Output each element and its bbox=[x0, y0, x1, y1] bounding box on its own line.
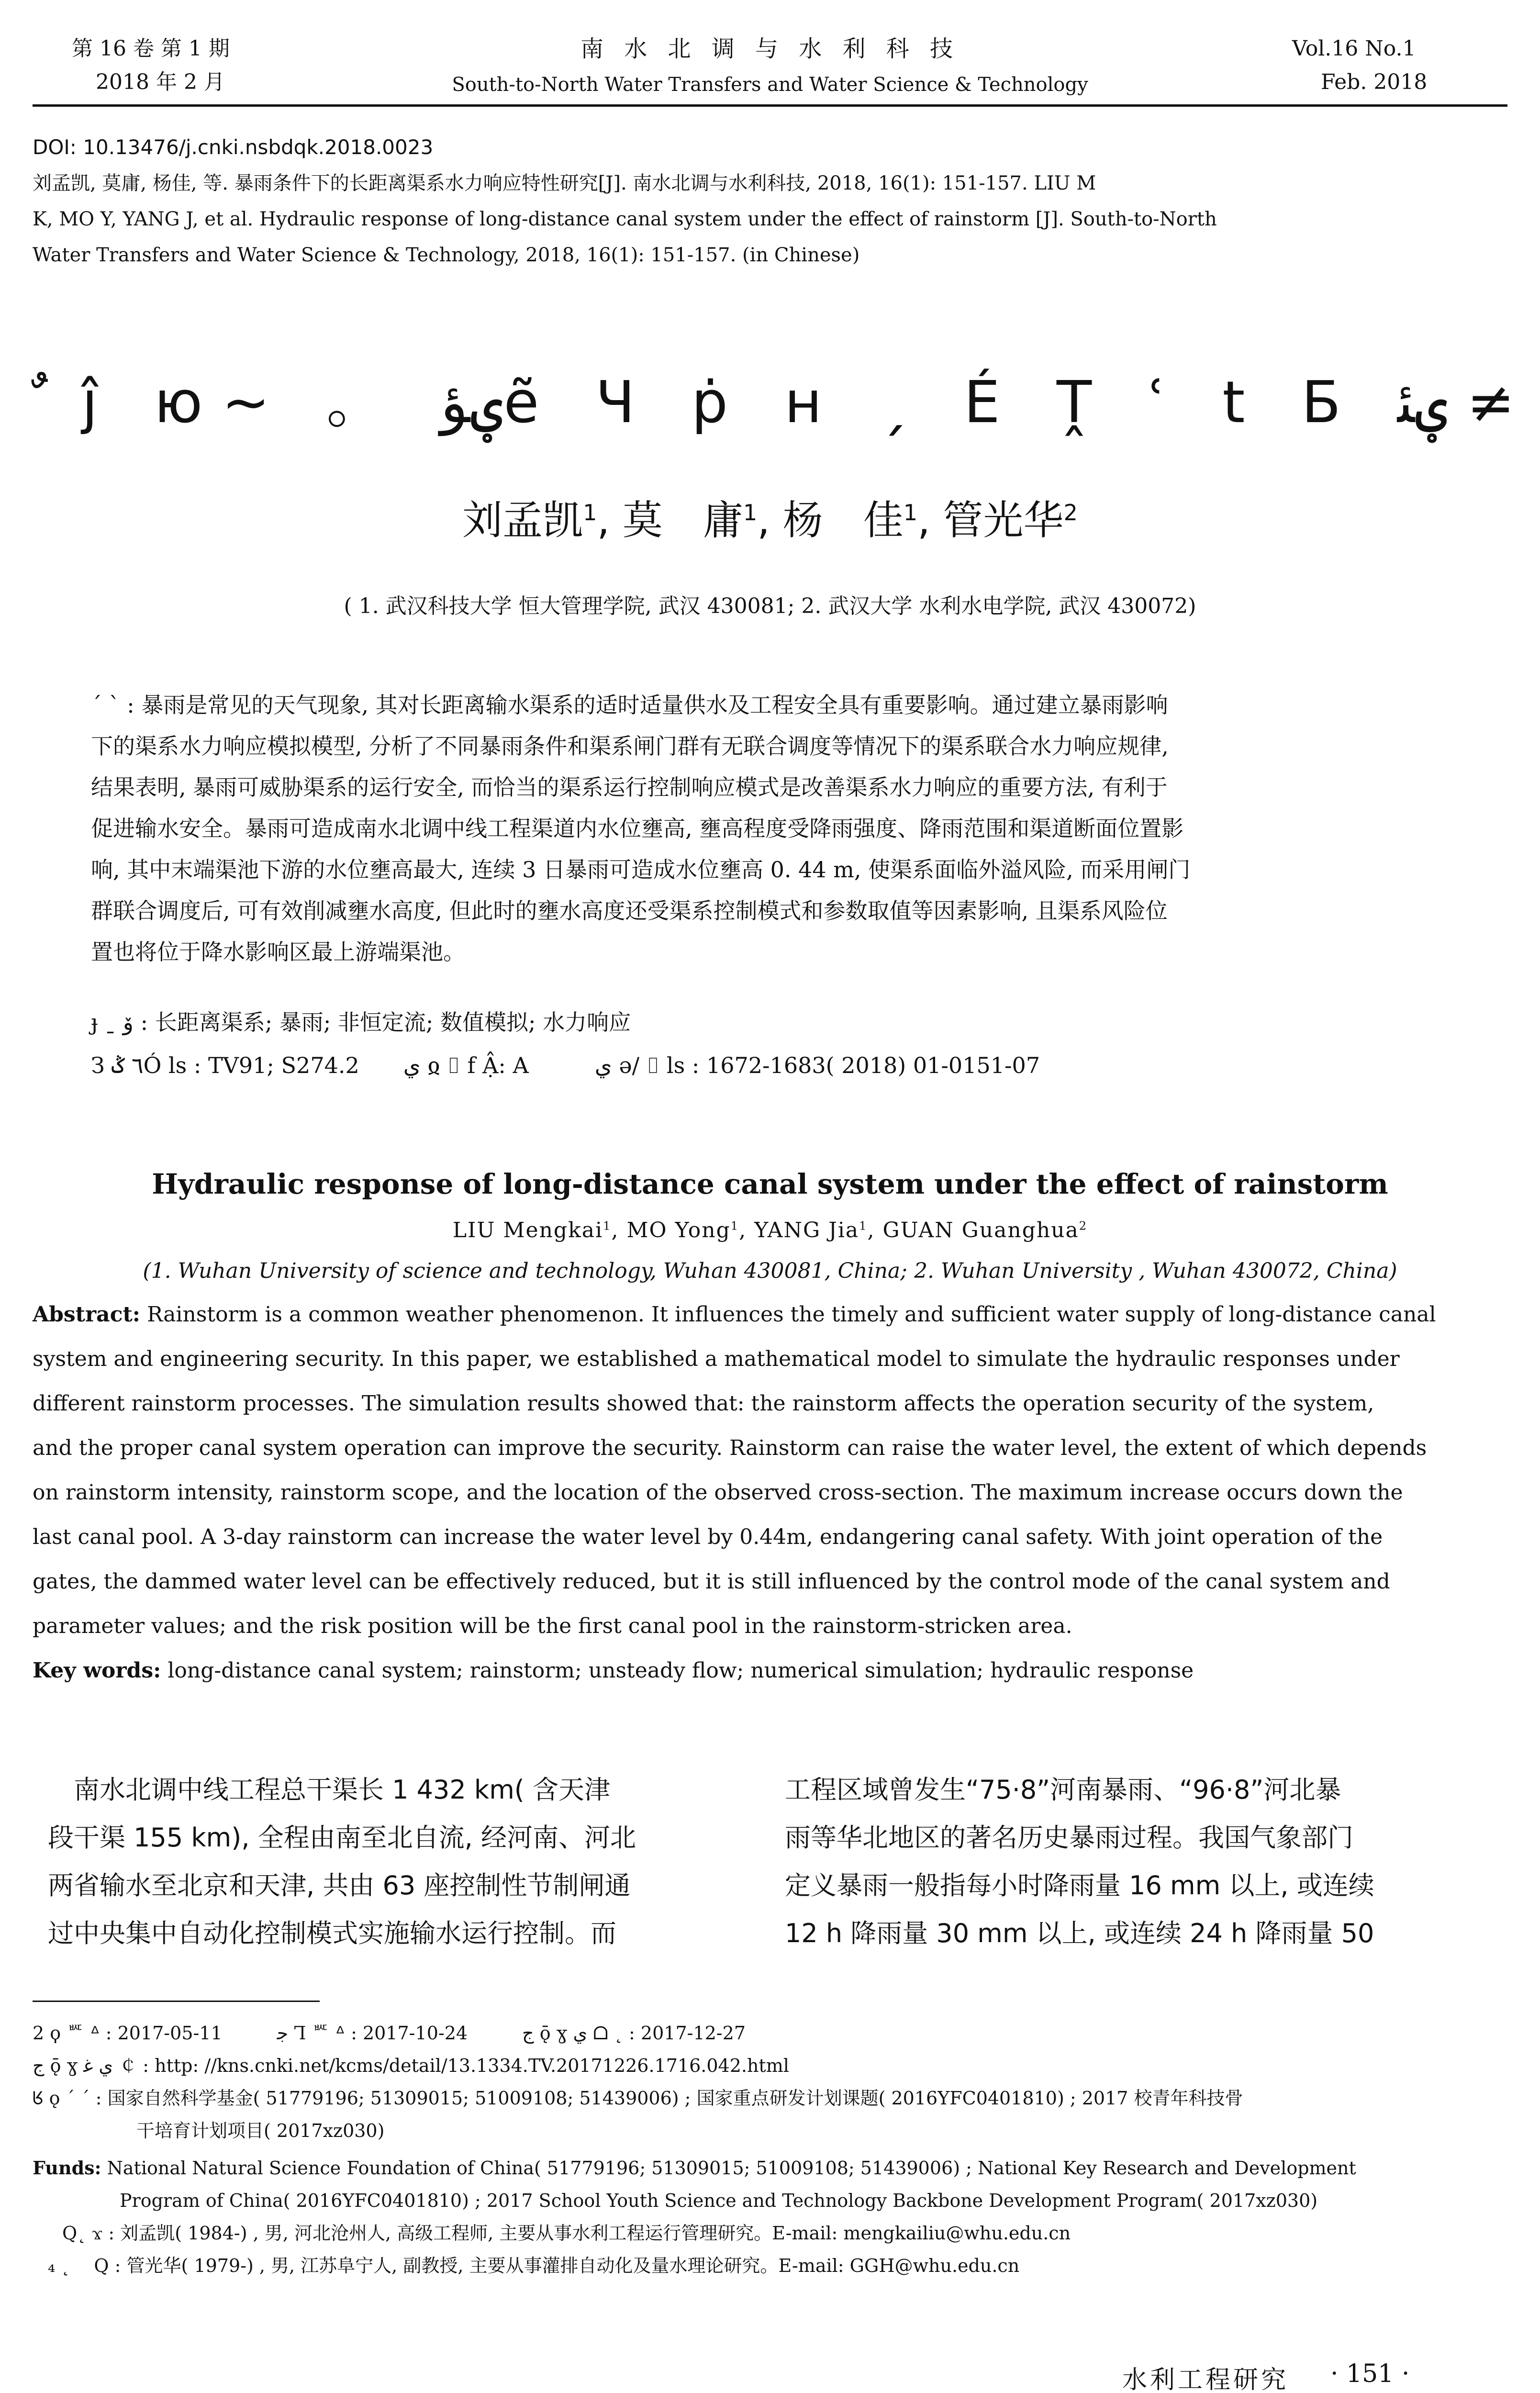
affiliation-en: (1. Wuhan University of science and technology, Wuhan 430081, China; 2. Wuhan University , Wuhan 430072, China) bbox=[143, 1259, 1397, 1283]
author-en-1: LIU Mengkai bbox=[452, 1218, 603, 1242]
body-right-line: 工程区域曾发生“75·8”河南暴雨、“96·8”河北暴 bbox=[785, 1775, 1341, 1805]
header-volume-en: Vol.16 No.1 bbox=[1292, 36, 1416, 61]
footnote-funds-label: Funds: bbox=[33, 2157, 101, 2179]
author-cn-1-affil: 1 bbox=[583, 500, 597, 526]
footnote-fund-cn-cont: 干培育计划项目( 2017xz030) bbox=[136, 2120, 385, 2141]
classification-cn: З ٦ ݣÓ ls : TV91; S274.2 ي ჲ ⌷ f Ậ: A ي ǝ/ ⌷ ls : 1672-1683( 2018) 01-0151-07 bbox=[91, 1052, 1040, 1078]
footnote-funds-text: National Natural Science Foundation of China( 51779196; 51309015; 51009108; 51439006) ; National Key Research and Development bbox=[107, 2158, 1356, 2179]
body-left-line: 南水北调中线工程总干渠长 1 432 km( 含天津 bbox=[48, 1775, 611, 1805]
header-journal-cn: 南 水 北 调 与 水 利 科 技 bbox=[580, 35, 960, 62]
abstract-en-line: and the proper canal system operation can improve the security. Rainstorm can raise the water level, the extent of which depends bbox=[33, 1436, 1427, 1460]
author-cn-3: 杨 佳 bbox=[782, 497, 904, 544]
body-left-line: 过中央集中自动化控制模式实施输水运行控制。而 bbox=[48, 1918, 616, 1948]
author-en-3-affil: 1 bbox=[859, 1219, 868, 1233]
footnote-url: ج ǭ ɣ ي ﻏ ￠ : http: //kns.cnki.net/kcms/detail/13.1334.TV.20171226.1716.042.html bbox=[33, 2055, 789, 2076]
abstract-cn bbox=[91, 684, 1431, 973]
footnote-rule bbox=[33, 2001, 320, 2002]
header-volume-cn: 第 16 卷 第 1 期 bbox=[72, 36, 230, 61]
footnote-dates: 2 ϙ ᄣ ᐞ : 2017-05-11 ﺟ Ꞁ ᄣ ᐞ : 2017-10-24 ج ǭ ɣ ي ᗝ ˛ : 2017-12-27 bbox=[33, 2023, 746, 2044]
abstract-cn-line: 结果表明, 暴雨可威胁渠系的运行安全, 而恰当的渠系运行控制响应模式是改善渠系水力响应的重要方法, 有利于 bbox=[91, 774, 1168, 800]
header-rule bbox=[33, 104, 1507, 107]
footer-section-title: 水利工程研究 bbox=[1122, 2366, 1289, 2393]
author-en-2-affil: 1 bbox=[730, 1219, 739, 1233]
abstract-cn-line: 下的渠系水力响应模拟模型, 分析了不同暴雨条件和渠系闸门群有无联合调度等情况下的渠系联合水力响应规律, bbox=[91, 733, 1169, 759]
header-date-cn: 2018 年 2 月 bbox=[96, 70, 225, 94]
author-en-3: YANG Jia bbox=[754, 1218, 859, 1242]
keywords-cn: ɟ ˍ ۆ : 长距离渠系; 暴雨; 非恒定流; 数值模拟; 水力响应 bbox=[91, 1009, 631, 1035]
author-en-4: GUAN Guanghua bbox=[882, 1218, 1079, 1242]
author-cn-3-affil: 1 bbox=[903, 500, 918, 526]
page-number: · 151 · bbox=[1330, 2359, 1410, 2388]
citation-line-1: 刘孟凯, 莫庸, 杨佳, 等. 暴雨条件下的长距离渠系水力响应特性研究[J]. 南水北调与水利科技, 2018, 16(1): 151-157. LIU M bbox=[33, 172, 1096, 194]
header-journal-en: South-to-North Water Transfers and Water Science & Technology bbox=[452, 74, 1088, 96]
abstract-en-line: on rainstorm intensity, rainstorm scope, and the location of the observed cross-section. The maximum increase occurs down the bbox=[33, 1480, 1403, 1505]
body-left-line: 段干渠 155 km), 全程由南至北自流, 经河南、河北 bbox=[48, 1823, 636, 1853]
footnote-author-2: ₄ ˛ Q : 管光华( 1979-) , 男, 江苏阜宁人, 副教授, 主要从事灌排自动化及量水理论研究。E-mail: GGH@whu.edu.cn bbox=[48, 2255, 1020, 2276]
author-cn-4-affil: 2 bbox=[1063, 500, 1078, 526]
abstract-en-line: gates, the dammed water level can be effectively reduced, but it is still influenced by the control mode of the canal system and bbox=[33, 1569, 1390, 1594]
citation-line-3: Water Transfers and Water Science & Technology, 2018, 16(1): 151-157. (in Chinese) bbox=[33, 244, 860, 266]
authors-cn: 刘孟凯$^1$, 莫 庸$^1$, 杨 佳$^1$, 管光华$^2$ bbox=[462, 497, 1078, 544]
abstract-cn-line: 促进输水安全。暴雨可造成南水北调中线工程渠道内水位壅高, 壅高程度受降雨强度、降雨范围和渠道断面位置影 bbox=[91, 816, 1184, 841]
author-cn-1: 刘孟凯 bbox=[462, 497, 583, 544]
footnote-fund-cn: ᖉ ǫ ˊ ˊ : 国家自然科学基金( 51779196; 51309015; 51009108; 51439006) ; 国家重点研发计划课题( 2016YFC0401810) ; 2017 校青年科技骨 bbox=[33, 2088, 1243, 2109]
body-column-left bbox=[48, 1766, 737, 1957]
body-right-line: 定义暴雨一般指每小时降雨量 16 mm 以上, 或连续 bbox=[785, 1870, 1374, 1901]
abstract-en-text: Rainstorm is a common weather phenomenon. It influences the timely and sufficient water supply of long-distance canal bbox=[147, 1302, 1436, 1327]
abstract-en-line: system and engineering security. In this paper, we established a mathematical model to simulate the hydraulic responses under bbox=[33, 1347, 1400, 1371]
abstract-en-line: parameter values; and the risk position will be the first canal pool in the rainstorm-stricken area. bbox=[33, 1614, 1072, 1638]
abstract-cn-line: 置也将位于降水影响区最上游端渠池。 bbox=[91, 939, 465, 965]
body-right-line: 雨等华北地区的著名历史暴雨过程。我国气象部门 bbox=[785, 1823, 1353, 1853]
abstract-en-label: Abstract: bbox=[33, 1302, 141, 1327]
abstract-cn-line: 群联合调度后, 可有效削减壅水高度, 但此时的壅水高度还受渠系控制模式和参数取值等因素影响, 且渠系风险位 bbox=[91, 898, 1168, 924]
abstract-cn-line: 响, 其中末端渠池下游的水位壅高最大, 连续 3 日暴雨可造成水位壅高 0. 44 m, 使渠系面临外溢风险, 而采用闸门 bbox=[91, 857, 1191, 883]
author-en-2: MO Yong bbox=[626, 1218, 731, 1242]
title-en: Hydraulic response of long-distance canal system under the effect of rainstorm bbox=[152, 1168, 1388, 1200]
abstract-en-line bbox=[33, 1292, 1507, 1337]
citation-line-2: K, MO Y, YANG J, et al. Hydraulic response of long-distance canal system under the effect of rainstorm [J]. South-to-North bbox=[33, 208, 1217, 230]
footnote-author-1: Q˛ ϫ : 刘孟凯( 1984-) , 男, 河北沧州人, 高级工程师, 主要从事水利工程运行管理研究。E-mail: mengkailiu@whu.edu.cn bbox=[62, 2223, 1071, 2244]
body-right-line: 12 h 降雨量 30 mm 以上, 或连续 24 h 降雨量 50 bbox=[785, 1918, 1374, 1948]
body-column-right bbox=[785, 1766, 1507, 1957]
author-cn-2-affil: 1 bbox=[743, 500, 758, 526]
author-cn-4: 管光华 bbox=[943, 497, 1064, 544]
abstract-en-line: different rainstorm processes. The simulation results showed that: the rainstorm affects the operation security of the system, bbox=[33, 1391, 1374, 1416]
affiliation-cn: ( 1. 武汉科技大学 恒大管理学院, 武汉 430081; 2. 武汉大学 水利水电学院, 武汉 430072) bbox=[344, 594, 1196, 618]
keywords-en-text: long-distance canal system; rainstorm; unsteady flow; numerical simulation; hydraulic response bbox=[167, 1658, 1194, 1683]
footnote-funds-en bbox=[33, 2152, 1356, 2184]
header-date-en: Feb. 2018 bbox=[1321, 70, 1428, 94]
abstract-en bbox=[33, 1292, 1507, 1693]
footnote-funds-en-cont: Program of China( 2016YFC0401810) ; 2017 School Youth Science and Technology Backbone Development Program( 2017xz030) bbox=[120, 2190, 1318, 2211]
doi-line: DOI: 10.13476/j.cnki.nsbdqk.2018.0023 bbox=[33, 135, 434, 159]
title-cn-garbled: ٌ ĵ ю~ 。 ؠﺆẽ Ч ṗ н ˏ É Ṱ ʿ t Б ؠﺌ ≠ bbox=[25, 369, 1515, 436]
keywords-en-line bbox=[33, 1648, 1507, 1693]
author-cn-2: 莫 庸 bbox=[622, 497, 743, 544]
abstract-cn-line: ˊ ˋ : 暴雨是常见的天气现象, 其对长距离输水渠系的适时适量供水及工程安全具有重要影响。通过建立暴雨影响 bbox=[91, 692, 1168, 718]
keywords-en-label: Key words: bbox=[33, 1658, 161, 1683]
body-left-line: 两省输水至北京和天津, 共由 63 座控制性节制闸通 bbox=[48, 1870, 631, 1901]
author-en-1-affil: 1 bbox=[603, 1219, 612, 1233]
authors-en: LIU Mengkai$^1$, MO Yong$^1$, YANG Jia$^1$, GUAN Guanghua$^2$ bbox=[452, 1218, 1088, 1242]
abstract-en-line: last canal pool. A 3-day rainstorm can increase the water level by 0.44m, endangering canal safety. With joint operation of the bbox=[33, 1525, 1383, 1549]
author-en-4-affil: 2 bbox=[1079, 1219, 1088, 1233]
